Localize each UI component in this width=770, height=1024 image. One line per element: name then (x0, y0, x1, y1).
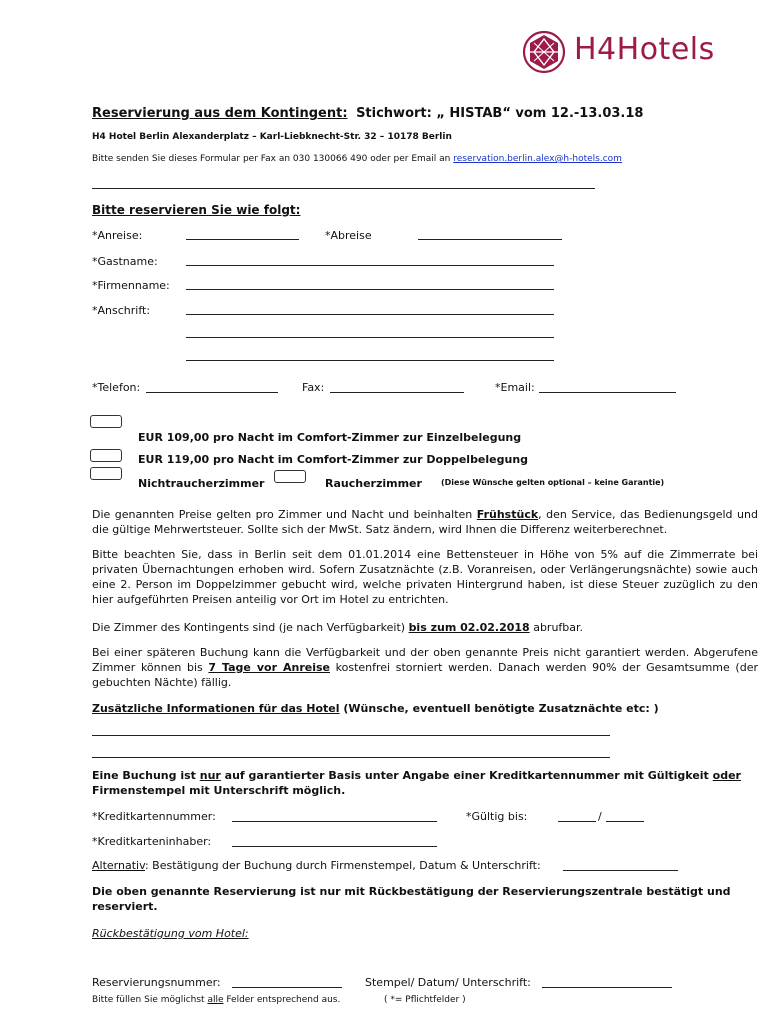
doppel-option-label: EUR 119,00 pro Nacht im Comfort-Zimmer zur Doppelbelegung (138, 453, 529, 466)
credit-text-b: auf garantierter Basis unter Angabe einer Kreditkartennummer mit Gültigkeit (220, 769, 713, 782)
footer-note (92, 995, 340, 1005)
alternative-text: : Bestätigung der Buchung durch Firmenstempel, Datum & Unterschrift: (144, 859, 541, 872)
anschrift-field-3[interactable] (186, 360, 554, 361)
zusatz-field-2[interactable] (92, 757, 610, 758)
abreise-field[interactable] (418, 239, 562, 240)
fax-field[interactable] (330, 392, 464, 393)
title-stichwort: Stichwort: „ HISTAB“ vom 12.-13.03.18 (356, 106, 644, 121)
p3-text-c: abrufbar. (529, 621, 584, 634)
email-link[interactable]: reservation.berlin.alex@h-hotels.com (453, 154, 622, 164)
stempel-label: Stempel/ Datum/ Unterschrift: (365, 976, 531, 989)
nichtraucher-label: Nichtraucherzimmer (138, 477, 265, 490)
kontingent-paragraph (92, 620, 758, 635)
zusatz-heading (92, 702, 659, 715)
send-note-text: Bitte senden Sie dieses Formular per Fax an 030 130066 490 oder per Email an (92, 154, 451, 164)
zusatz-heading-main: Zusätzliche Informationen für das Hotel (92, 702, 340, 715)
logo-text: H4Hotels (574, 32, 715, 67)
firmenname-label: *Firmenname: (92, 279, 170, 292)
stamp-field[interactable] (563, 870, 678, 871)
credit-paragraph (92, 768, 758, 798)
cc-valid-label: *Gültig bis: (466, 810, 528, 823)
p1-fruehstueck: Frühstück (476, 508, 539, 521)
cc-valid-year-field[interactable] (606, 821, 644, 822)
bettensteuer-paragraph: Bitte beachten Sie, dass in Berlin seit dem 01.01.2014 eine Bettensteuer in Höhe von 5% auf die Zimmerrate bei privaten Übernachtungen erhoben wird. Sofern Zusatznächte (z.B. Voranreisen, oder Verlängerungsnächte) sowie auch eine 2. Person im Doppelzimmer gebucht wird, welche privaten Hintergrund haben, ist diese Steuer zuzüglich zu den hier aufgeführten Preisen anteilig vor Ort im Hotel zu entrichten. (92, 548, 758, 606)
send-note (92, 154, 622, 164)
anschrift-label: *Anschrift: (92, 304, 151, 317)
footer-note-a: Bitte füllen Sie möglichst (92, 995, 208, 1005)
cc-valid-slash: / (598, 810, 602, 823)
alternative-line (92, 859, 541, 872)
credit-nur: nur (199, 769, 221, 782)
einzel-option-label: EUR 109,00 pro Nacht im Comfort-Zimmer zur Einzelbelegung (138, 431, 522, 444)
telefon-field[interactable] (146, 392, 278, 393)
cc-number-field[interactable] (232, 821, 437, 822)
p1-text-a: Die genannten Preise gelten pro Zimmer und Nacht und beinhalten (92, 508, 477, 521)
footer-note-alle: alle (207, 995, 224, 1005)
anreise-label: *Anreise: (92, 229, 143, 242)
email-field[interactable] (539, 392, 676, 393)
nichtraucher-checkbox[interactable] (90, 467, 122, 480)
credit-text-a: Eine Buchung ist (92, 769, 200, 782)
p3-text-a: Die Zimmer des Kontingents sind (je nach Verfügbarkeit) (92, 621, 409, 634)
footer-note-b: Felder entsprechend aus. (223, 995, 341, 1005)
gastname-field[interactable] (186, 265, 554, 266)
storno-paragraph (92, 645, 758, 690)
gastname-label: *Gastname: (92, 255, 158, 268)
email-label: *Email: (495, 381, 535, 394)
pflichtfelder-note: ( *= Pflichtfelder ) (384, 995, 466, 1005)
cc-holder-label: *Kreditkarteninhaber: (92, 835, 212, 848)
anreise-field[interactable] (186, 239, 299, 240)
p4-deadline: 7 Tage vor Anreise (208, 661, 330, 674)
cc-valid-month-field[interactable] (558, 821, 596, 822)
divider (92, 188, 595, 189)
telefon-label: *Telefon: (92, 381, 141, 394)
section-heading: Bitte reservieren Sie wie folgt: (92, 203, 301, 217)
abreise-label: *Abreise (325, 229, 372, 242)
p4-text-a: Bei einer späteren Buchung kann die Verfügbarkeit und der oben genannte Preis nicht garantiert werden. Abgerufene Zimmer können bis (92, 646, 758, 674)
p1-text-c: , den Service, das Bedienungsgeld und die gültige Mehrwertsteuer. Sollte sich der MwSt. Satz ändern, wird Ihnen die Differenz weiterberechnet. (92, 508, 758, 536)
cc-number-label: *Kreditkartennummer: (92, 810, 216, 823)
raucher-checkbox[interactable] (274, 470, 306, 483)
logo-icon (522, 30, 566, 74)
firmenname-field[interactable] (186, 289, 554, 290)
einzel-checkbox[interactable] (90, 415, 122, 428)
price-info-paragraph (92, 507, 758, 537)
raucher-label: Raucherzimmer (325, 477, 422, 490)
title-main: Reservierung aus dem Kontingent: (92, 106, 348, 121)
page-title (92, 106, 643, 121)
hotel-confirm-heading: Rückbestätigung vom Hotel: (92, 927, 249, 940)
resnr-field[interactable] (232, 987, 342, 988)
p3-deadline: bis zum 02.02.2018 (408, 621, 530, 634)
zusatz-heading-rest: (Wünsche, eventuell benötigte Zusatznächte etc: ) (339, 702, 659, 715)
p4-text-c: kostenfrei storniert werden. Danach werden 90% der Gesamtsumme (der gebuchten Nächte) fällig. (92, 661, 758, 689)
credit-text-c: Firmenstempel mit Unterschrift möglich. (92, 784, 346, 797)
anschrift-field-1[interactable] (186, 314, 554, 315)
credit-oder: oder (712, 769, 741, 782)
doppel-checkbox[interactable] (90, 449, 122, 462)
zusatz-field-1[interactable] (92, 735, 610, 736)
hotel-address: H4 Hotel Berlin Alexanderplatz – Karl-Liebknecht-Str. 32 – 10178 Berlin (92, 132, 452, 142)
confirm-note: Die oben genannte Reservierung ist nur mit Rückbestätigung der Reservierungszentrale bestätigt und reserviert. (92, 885, 731, 913)
alternative-label: Alternativ (92, 859, 145, 872)
cc-holder-field[interactable] (232, 846, 437, 847)
resnr-label: Reservierungsnummer: (92, 976, 221, 989)
fax-label: Fax: (302, 381, 325, 394)
anschrift-field-2[interactable] (186, 337, 554, 338)
stempel-field[interactable] (542, 987, 672, 988)
options-hint: (Diese Wünsche gelten optional – keine Garantie) (441, 478, 665, 487)
